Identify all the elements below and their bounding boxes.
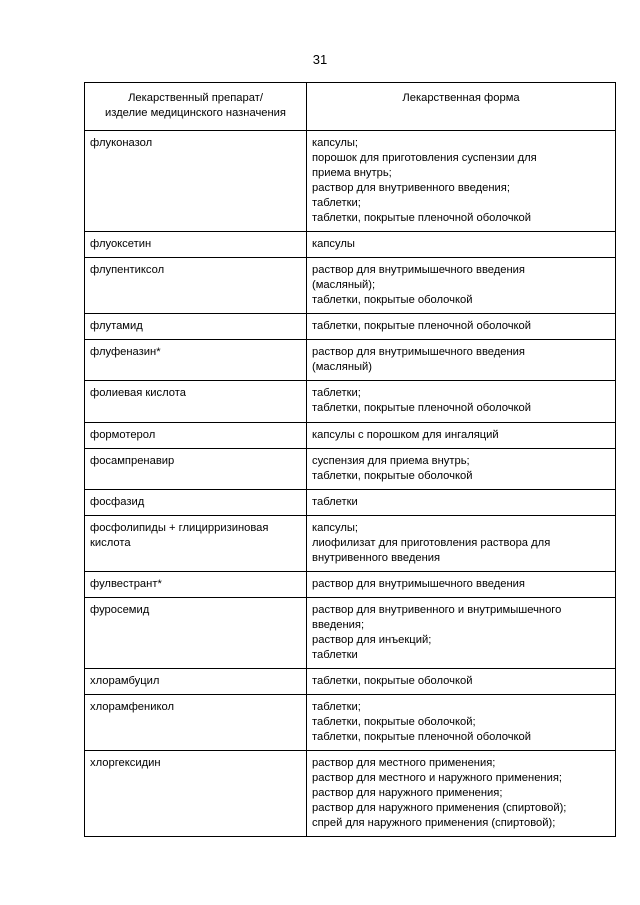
table-body bbox=[85, 131, 616, 837]
table-row bbox=[85, 572, 616, 598]
dosage-form-cell: таблетки bbox=[307, 490, 616, 516]
table-row bbox=[85, 490, 616, 516]
drug-name-cell: хлорамбуцил bbox=[85, 669, 307, 695]
table-row bbox=[85, 381, 616, 423]
dosage-form-cell: раствор для внутримышечного введения bbox=[307, 572, 616, 598]
drug-name-cell: флуконазол bbox=[85, 131, 307, 232]
dosage-form-cell: таблетки; таблетки, покрытые пленочной оболочкой bbox=[307, 381, 616, 423]
dosage-form-cell: раствор для внутримышечного введения (масляный); таблетки, покрытые оболочкой bbox=[307, 258, 616, 314]
drug-name-cell: флуфеназин* bbox=[85, 340, 307, 381]
header-drug: Лекарственный препарат/ изделие медицинского назначения bbox=[85, 83, 307, 131]
drug-name-cell: фулвестрант* bbox=[85, 572, 307, 598]
table-row bbox=[85, 449, 616, 490]
drug-name-cell: формотерол bbox=[85, 423, 307, 449]
table-row bbox=[85, 516, 616, 572]
table-row bbox=[85, 423, 616, 449]
drug-name-cell: флупентиксол bbox=[85, 258, 307, 314]
dosage-form-cell: таблетки; таблетки, покрытые оболочкой; таблетки, покрытые пленочной оболочкой bbox=[307, 695, 616, 751]
drug-name-cell: хлорамфеникол bbox=[85, 695, 307, 751]
dosage-form-cell: капсулы с порошком для ингаляций bbox=[307, 423, 616, 449]
drug-name-cell: фосфолипиды + глицирризиновая кислота bbox=[85, 516, 307, 572]
dosage-form-cell: суспензия для приема внутрь; таблетки, покрытые оболочкой bbox=[307, 449, 616, 490]
dosage-form-cell: таблетки, покрытые пленочной оболочкой bbox=[307, 314, 616, 340]
table-row bbox=[85, 751, 616, 837]
drug-name-cell: флутамид bbox=[85, 314, 307, 340]
table-row bbox=[85, 695, 616, 751]
drug-name-cell: фуросемид bbox=[85, 598, 307, 669]
dosage-form-cell: раствор для внутримышечного введения (масляный) bbox=[307, 340, 616, 381]
drug-name-cell: флуоксетин bbox=[85, 232, 307, 258]
drug-name-cell: фолиевая кислота bbox=[85, 381, 307, 423]
table-row bbox=[85, 131, 616, 232]
dosage-form-cell: капсулы; лиофилизат для приготовления раствора для внутривенного введения bbox=[307, 516, 616, 572]
table-header-row bbox=[85, 83, 616, 131]
drug-name-cell: фосампренавир bbox=[85, 449, 307, 490]
drug-name-cell: хлоргексидин bbox=[85, 751, 307, 837]
dosage-form-cell: раствор для внутривенного и внутримышечного введения; раствор для инъекций; таблетки bbox=[307, 598, 616, 669]
table-row bbox=[85, 340, 616, 381]
dosage-form-cell: раствор для местного применения; раствор для местного и наружного применения; раствор для наружного применения; раствор для наружного применения (спиртовой); спрей для наружного применения (спиртовой); bbox=[307, 751, 616, 837]
dosage-form-cell: капсулы; порошок для приготовления суспензии для приема внутрь; раствор для внутривенного введения; таблетки; таблетки, покрытые пленочной оболочкой bbox=[307, 131, 616, 232]
table-row bbox=[85, 258, 616, 314]
header-form: Лекарственная форма bbox=[307, 83, 616, 131]
drug-form-table bbox=[84, 82, 616, 837]
table-row bbox=[85, 669, 616, 695]
table-row bbox=[85, 598, 616, 669]
table-row bbox=[85, 314, 616, 340]
table-row bbox=[85, 232, 616, 258]
dosage-form-cell: капсулы bbox=[307, 232, 616, 258]
dosage-form-cell: таблетки, покрытые оболочкой bbox=[307, 669, 616, 695]
page-number: 31 bbox=[312, 52, 328, 67]
drug-name-cell: фосфазид bbox=[85, 490, 307, 516]
